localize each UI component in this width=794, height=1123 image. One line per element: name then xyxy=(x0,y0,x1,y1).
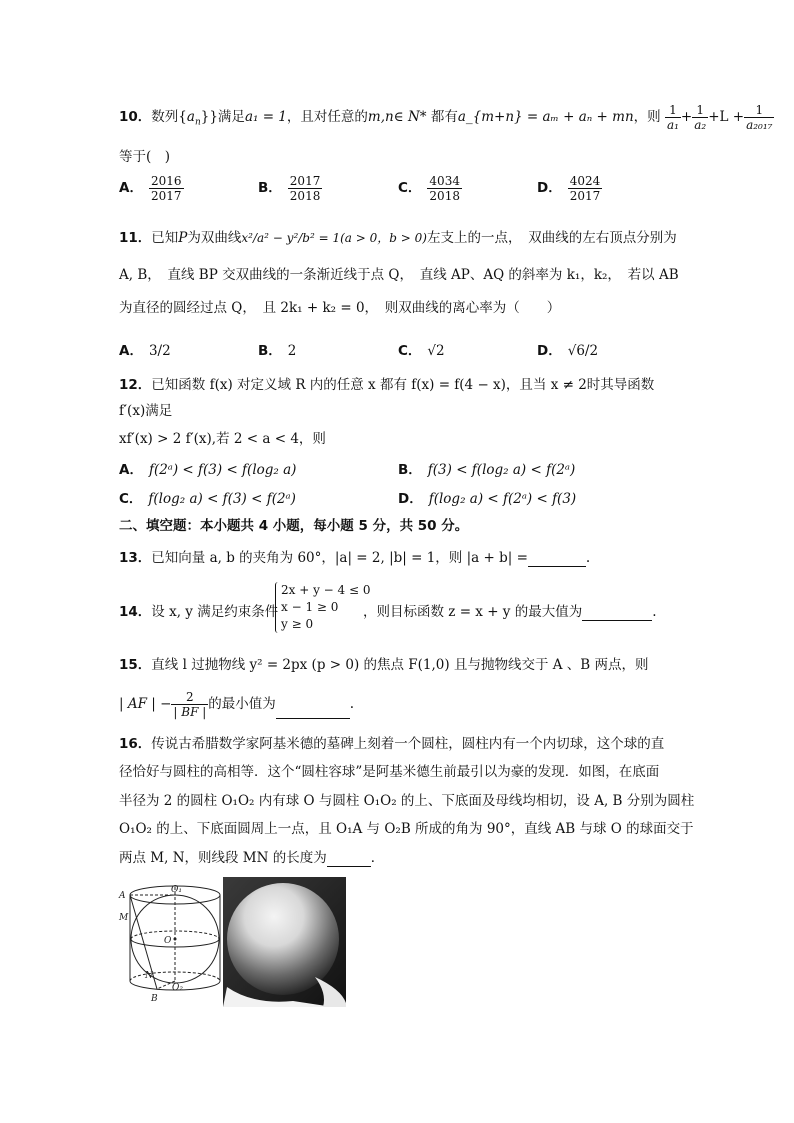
question-16-line2: 径恰好与圆柱的高相等．这个“圆柱容球”是阿基米德生前最引以为豪的发现．如图，在底面 xyxy=(119,764,660,780)
q11-option-d[interactable]: D． √6/2 xyxy=(537,343,599,359)
question-13: 13．已知向量 a, b 的夹角为 60°，|a| = 2, |b| = 1，则 |a + b| = . xyxy=(119,550,591,566)
question-11: 11．已知P为双曲线x²/a² − y²/b² = 1(a > 0，b > 0)左支上的一点， 双曲线的左右顶点分别为 xyxy=(119,230,677,246)
question-16-line5: 两点 M, N，则线段 MN 的长度为 ． xyxy=(119,850,385,866)
frac-1-a2017: $\frac{1}{\text{a₂₀₁₇}}$ xyxy=(746,103,773,132)
question-15-expr: | AF | − $\frac{2}{| BF |}$ 的最小值为 . xyxy=(119,690,355,719)
frac-1-a1: $\frac{1}{\text{a₁}}$ xyxy=(666,103,679,132)
q16-answer-blank[interactable] xyxy=(327,852,371,867)
q11-option-a[interactable]: A． 3/2 xyxy=(119,343,171,359)
q11-option-b[interactable]: B． 2 xyxy=(258,343,297,359)
constraint-system: 2x + y − 4 ≤ 0 x − 1 ≥ 0 y ≥ 0 xyxy=(275,582,371,633)
label-B: B xyxy=(151,994,158,1004)
q14-answer-blank[interactable] xyxy=(582,606,652,621)
label-O2: O₂ xyxy=(172,983,183,993)
q12-option-b[interactable]: B． f(3) < f(log₂ a) < f(2ᵃ) xyxy=(398,462,576,478)
q11-option-c[interactable]: C． √2 xyxy=(398,343,445,359)
question-12: 12．已知函数 f(x) 对定义域 R 内的任意 x 都有 f(x) = f(4 − x)，且当 x ≠ 2时其导函数 xyxy=(119,377,655,393)
q10-option-b[interactable]: B． $\frac{2017}{2018}$ xyxy=(258,174,321,203)
question-16: 16．传说古希腊数学家阿基米德的墓碑上刻着一个圆柱，圆柱内有一个内切球，这个球的直 xyxy=(119,736,665,752)
section-fill-in-heading: 二、填空题：本小题共 4 小题，每小题 5 分，共 50 分。 xyxy=(119,518,469,534)
q10-option-d[interactable]: D． $\frac{4024}{2017}$ xyxy=(537,174,601,203)
question-16-line4: O₁O₂ 的上、下底面圆周上一点，且 O₁A 与 O₂B 所成的角为 90°，直线 AB 与球 O 的球面交于 xyxy=(119,821,694,837)
question-10-tail: 等于( ) xyxy=(119,149,171,165)
q12-option-d[interactable]: D． f(log₂ a) < f(2ᵃ) < f(3) xyxy=(398,491,577,507)
question-12-line2: f′(x)满足 xyxy=(119,403,173,419)
frac-1-a2: $\frac{1}{\text{a₂}}$ xyxy=(694,103,707,132)
q10-option-a[interactable]: A． $\frac{2016}{2017}$ xyxy=(119,174,182,203)
archimedes-tomb-photo xyxy=(223,877,346,1007)
label-M: M xyxy=(119,913,129,923)
question-16-line3: 半径为 2 的圆柱 O₁O₂ 内有球 O 与圆柱 O₁O₂ 的上、下底面及母线均相切，设 A, B 分别为圆柱 xyxy=(119,793,695,809)
q15-answer-blank[interactable] xyxy=(276,704,350,719)
question-11-line3: 为直径的圆经过点 Q， 且 2k₁ + k₂ = 0， 则双曲线的离心率为（ ） xyxy=(119,300,561,316)
q13-answer-blank[interactable] xyxy=(528,552,586,567)
question-10: 10．数列$\{a_n\}$}满足a₁ = 1，且对任意的m,n∈ N* 都有a_{m+n} = aₘ + aₙ + mn，则 $\frac{1}{\text{a₁}}$ + $\frac{1}{\text{a₂}}$ +L + $\frac{1}{\text{a₂₀₁₇}}$ xyxy=(119,103,773,132)
question-11-line2: A, B， 直线 BP 交双曲线的一条渐近线于点 Q， 直线 AP、AQ 的斜率为 k₁，k₂， 若以 AB xyxy=(119,267,679,283)
label-N: N xyxy=(145,971,153,981)
question-12-line3: xf′(x) > 2 f′(x),若 2 < a < 4，则 xyxy=(119,431,326,447)
question-15: 15．直线 l 过抛物线 y² = 2px (p > 0) 的焦点 F(1,0) 且与抛物线交于 A 、B 两点，则 xyxy=(119,657,649,673)
q10-option-c[interactable]: C． $\frac{4034}{2018}$ xyxy=(398,174,460,203)
q12-option-c[interactable]: C． f(log₂ a) < f(3) < f(2ᵃ) xyxy=(119,491,296,507)
label-O1: O₁ xyxy=(171,885,182,895)
question-14: 14．设 x, y 满足约束条件 2x + y − 4 ≤ 0 x − 1 ≥ 0 y ≥ 0 ，则目标函数 z = x + y 的最大值为 . xyxy=(119,583,657,631)
q12-option-a[interactable]: A． f(2ᵃ) < f(3) < f(log₂ a) xyxy=(119,462,297,478)
label-A: A xyxy=(119,891,126,901)
label-O: O xyxy=(164,936,172,946)
cylinder-sphere-diagram xyxy=(117,877,223,1005)
